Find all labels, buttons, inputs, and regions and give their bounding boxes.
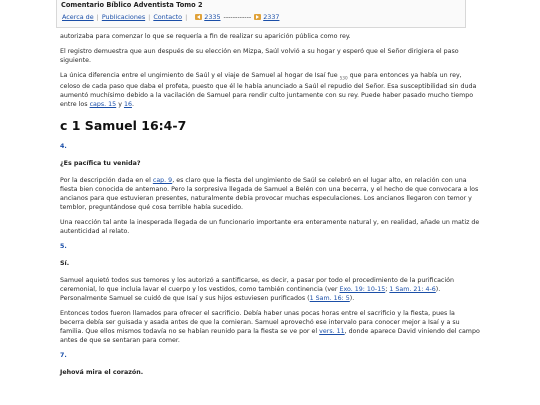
paragraph: [60, 176, 480, 212]
header: [56, 0, 466, 28]
paragraph: [60, 71, 480, 109]
ref-link[interactable]: vers. 11: [319, 328, 345, 336]
nav-about-link[interactable]: Acerca de: [62, 13, 94, 21]
ref-link[interactable]: caps. 15: [89, 101, 117, 109]
ref-link[interactable]: 1 Sam. 16: 5: [309, 295, 350, 303]
pager: [195, 13, 279, 21]
verse-number: 5.: [60, 243, 67, 251]
article-body: [60, 32, 480, 385]
nav-contact-link[interactable]: Contacto: [153, 13, 183, 21]
arrow-left-icon[interactable]: [195, 14, 202, 20]
nav-separator: |: [148, 13, 151, 21]
nav-bar: [59, 13, 279, 21]
pager-dashes: ------------: [223, 13, 252, 21]
book-title: Comentario Bíblico Adventista Tomo 2: [61, 1, 203, 9]
page-ref: 530: [339, 75, 348, 81]
paragraph: Una reacción tal ante la inesperada llegada de un funcionario importante era enteramente natural y, en realidad, añade un matiz de autenticidad al relato.: [60, 219, 480, 236]
prev-page-link[interactable]: 2335: [204, 13, 221, 21]
next-page-link[interactable]: 2337: [263, 13, 280, 21]
ref-link[interactable]: Exo. 19: 10-15: [339, 286, 386, 294]
text: Por la descripción dada en el: [60, 177, 151, 185]
nav-separator: |: [96, 13, 99, 21]
text: La única diferencia entre el ungimiento de Saúl y el viaje de Samuel al hogar de Isaí fue: [60, 72, 338, 79]
verse-number: 7.: [60, 352, 67, 360]
paragraph: autorizaba para comenzar lo que se requería a fin de realizar su aparición pública como rey.: [60, 33, 351, 40]
arrow-right-icon[interactable]: [254, 14, 261, 20]
nav-publications-link[interactable]: Publicaciones: [101, 13, 146, 21]
text: , donde aparece David viniendo del campo antes de que se sentaran para comer.: [60, 328, 480, 345]
paragraph: El registro demuestra que aun después de su elección en Mizpa, Saúl volvió a su hogar y esperó que el Señor dirigiera el paso siguiente.: [60, 48, 459, 64]
ref-link[interactable]: cap. 9: [152, 177, 173, 185]
text: ).: [349, 295, 355, 303]
verse-heading: Jehová mira el corazón.: [60, 369, 144, 377]
verse-heading: Sí.: [60, 260, 70, 268]
text: y: [118, 101, 122, 109]
verse-number: 4.: [60, 143, 67, 151]
text: Samuel aquietó todos sus temores y los autorizó a santificarse, es decir, a pasar por todo el procedimiento de la purificación ceremonial, lo que incluía lavar el cuerpo y los vestidos, como también continencia (ver: [60, 277, 454, 294]
paragraph: [60, 309, 480, 345]
paragraph: [60, 276, 480, 303]
text: ;: [385, 286, 388, 294]
verse-heading: ¿Es pacífica tu venida?: [60, 160, 141, 168]
nav-separator: |: [185, 13, 188, 21]
text: que para entonces ya había un rey, celoso de cada paso que daba el profeta, puesto que él le había anunciado a Saúl el repudio del Señor. Esa susceptibilidad sin duda aumentó muchísimo debido a la vacilación de Samuel para rendir culto juntamente con su rey. Puede haber pasado mucho tiempo entre los: [60, 72, 477, 109]
text: , es claro que la fiesta del ungimiento de Saúl se celebró en el lugar alto, en relación con una fiesta bien conocida de antemano. Pero la sorpresiva llegada de Samuel a Belén con una becerra, y el hecho de que convocara a los ancianos para que estuvieran presentes, naturalmente debía provocar muchas especulaciones. Los ancianos llegaron con temor y temblor, preguntándose qué cosa terrible había sucedido.: [60, 177, 479, 212]
ref-link[interactable]: 16: [123, 101, 132, 109]
ref-link[interactable]: 1 Sam. 21: 4-6: [389, 286, 436, 294]
text: Entonces todos fueron llamados para ofrecer el sacrificio. Debía haber unas pocas horas entre el sacrificio y la fiesta, pues la becerra debía ser guisada y asada antes de que la comieran. Samuel aprovechó ese intervalo para conocer mejor a Isaí y a su familia. Que ellos mismos todavía no se habían reunido para la fiesta se ve por el: [60, 310, 460, 336]
text: .: [131, 101, 134, 109]
text: ). Personalmente Samuel se cuidó de que Isaí y sus hijos estuviesen purificados (: [60, 286, 441, 303]
section-title: c 1 Samuel 16:4-7: [60, 118, 187, 134]
